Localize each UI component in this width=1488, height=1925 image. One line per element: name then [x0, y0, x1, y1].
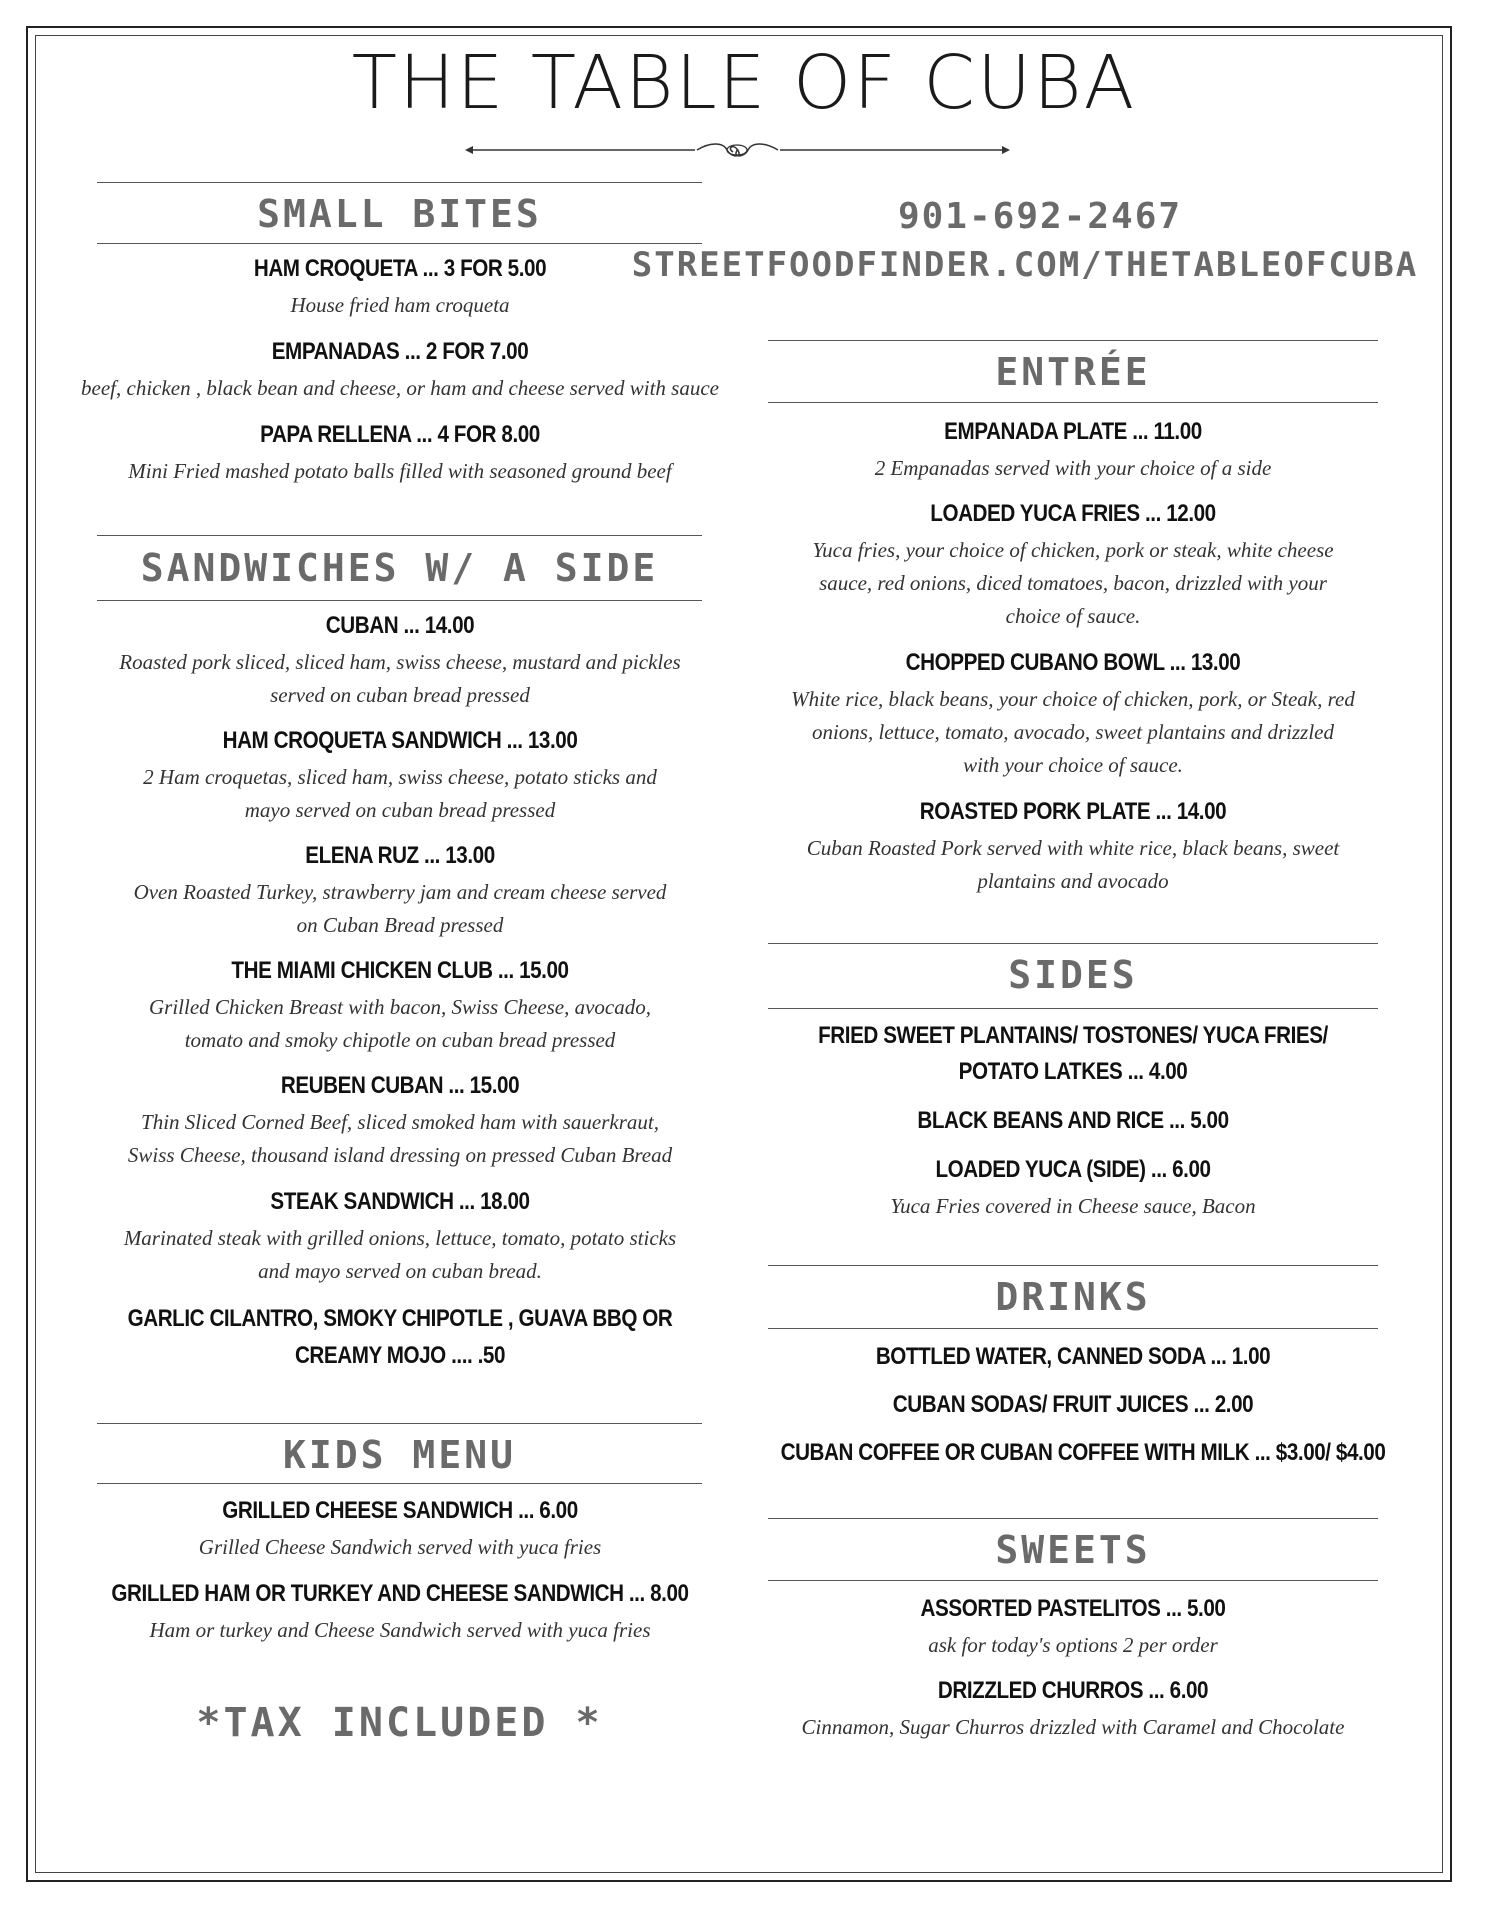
menu-item-desc: Cuban Roasted Pork served with white rice, black beans, sweet	[806, 836, 1340, 860]
rule	[97, 535, 702, 536]
menu-item-desc: ask for today's options 2 per order	[928, 1633, 1218, 1657]
rule	[97, 182, 702, 183]
menu-title: THE TABLE OF CUBA	[351, 40, 1137, 126]
menu-item-name: CUBAN ... 14.00	[325, 612, 475, 639]
menu-item-name: CUBAN COFFEE OR CUBAN COFFEE WITH MILK ... $3.00/ $4.00	[780, 1439, 1386, 1466]
menu-item-desc: with your choice of sauce.	[963, 753, 1183, 777]
rule	[768, 1265, 1378, 1266]
rule	[768, 340, 1378, 341]
menu-item-name: ELENA RUZ ... 13.00	[305, 842, 495, 869]
menu-item-desc: Roasted pork sliced, sliced ham, swiss cheese, mustard and pickles	[119, 650, 681, 674]
menu-item-desc: Cinnamon, Sugar Churros drizzled with Caramel and Chocolate	[801, 1715, 1345, 1739]
menu-item-desc: tomato and smoky chipotle on cuban bread pressed	[184, 1028, 616, 1052]
rule	[768, 1328, 1378, 1329]
menu-item-desc: Oven Roasted Turkey, strawberry jam and cream cheese served	[133, 880, 667, 904]
menu-item-name: HAM CROQUETA ... 3 FOR 5.00	[253, 255, 547, 282]
menu-item-desc: 2 Empanadas served with your choice of a side	[874, 456, 1272, 480]
menu-item-name: ASSORTED PASTELITOS ... 5.00	[920, 1595, 1226, 1622]
rule	[97, 1423, 702, 1424]
website-url: STREETFOODFINDER.COM/THETABLEOFCUBA	[631, 245, 1419, 285]
rule	[97, 1483, 702, 1484]
rule	[768, 1580, 1378, 1581]
menu-item-desc: House fried ham croqueta	[290, 293, 510, 317]
menu-item-desc: sauce, red onions, diced tomatoes, bacon, drizzled with your	[819, 571, 1327, 595]
section-heading-sides: SIDES	[1008, 953, 1138, 997]
menu-item-desc: mayo served on cuban bread pressed	[244, 798, 556, 822]
tax-note: *TAX INCLUDED *	[196, 1700, 603, 1746]
menu-item-name: STEAK SANDWICH ... 18.00	[270, 1188, 530, 1215]
menu-item-desc: 2 Ham croquetas, sliced ham, swiss cheese, potato sticks and	[143, 765, 657, 789]
menu-item-desc: Swiss Cheese, thousand island dressing on pressed Cuban Bread	[127, 1143, 673, 1167]
menu-item-name: BOTTLED WATER, CANNED SODA ... 1.00	[875, 1343, 1271, 1370]
menu-item-name: GRILLED CHEESE SANDWICH ... 6.00	[222, 1497, 578, 1524]
menu-item-name: THE MIAMI CHICKEN CLUB ... 15.00	[231, 957, 569, 984]
menu-item-name: POTATO LATKES ... 4.00	[958, 1058, 1188, 1085]
section-heading-small-bites: SMALL BITES	[257, 192, 542, 236]
section-heading-kids-menu: KIDS MENU	[283, 1433, 516, 1477]
menu-item-desc: onions, lettuce, tomato, avocado, sweet plantains and drizzled	[811, 720, 1335, 744]
sauce-options: CREAMY MOJO .... .50	[294, 1342, 506, 1369]
menu-item-desc: on Cuban Bread pressed	[296, 913, 504, 937]
rule	[768, 1008, 1378, 1009]
menu-item-name: LOADED YUCA FRIES ... 12.00	[930, 500, 1216, 527]
sauce-options: GARLIC CILANTRO, SMOKY CHIPOTLE , GUAVA BBQ OR	[127, 1305, 673, 1332]
rule	[97, 243, 702, 244]
menu-item-name: CUBAN SODAS/ FRUIT JUICES ... 2.00	[892, 1391, 1254, 1418]
menu-item-desc: Grilled Chicken Breast with bacon, Swiss Cheese, avocado,	[149, 995, 651, 1019]
menu-item-desc: served on cuban bread pressed	[270, 683, 530, 707]
menu-item-desc: White rice, black beans, your choice of chicken, pork, or Steak, red	[791, 687, 1355, 711]
rule	[768, 943, 1378, 944]
menu-item-desc: Yuca fries, your choice of chicken, pork or steak, white cheese	[812, 538, 1334, 562]
section-heading-entree: ENTRÉE	[995, 350, 1151, 394]
rule	[97, 600, 702, 601]
menu-item-name: LOADED YUCA (SIDE) ... 6.00	[935, 1156, 1211, 1183]
phone-number: 901-692-2467	[897, 196, 1183, 237]
menu-item-name: BLACK BEANS AND RICE ... 5.00	[917, 1107, 1229, 1134]
menu-item-name: DRIZZLED CHURROS ... 6.00	[937, 1677, 1209, 1704]
menu-item-name: GRILLED HAM OR TURKEY AND CHEESE SANDWICH ... 8.00	[111, 1580, 689, 1607]
menu-item-desc: Grilled Cheese Sandwich served with yuca fries	[198, 1535, 602, 1559]
menu-item-desc: Yuca Fries covered in Cheese sauce, Bacon	[890, 1194, 1256, 1218]
rule	[768, 402, 1378, 403]
menu-item-name: EMPANADA PLATE ... 11.00	[944, 418, 1202, 445]
flourish-divider-icon	[465, 140, 1010, 160]
menu-item-desc: Mini Fried mashed potato balls filled with seasoned ground beef	[128, 459, 672, 483]
menu-item-name: EMPANADAS ... 2 FOR 7.00	[271, 338, 529, 365]
menu-item-name: PAPA RELLENA ... 4 FOR 8.00	[260, 421, 540, 448]
menu-item-name: FRIED SWEET PLANTAINS/ TOSTONES/ YUCA FRIES/	[818, 1022, 1328, 1049]
section-heading-sweets: SWEETS	[995, 1528, 1151, 1572]
section-heading-drinks: DRINKS	[995, 1275, 1151, 1319]
rule	[768, 1518, 1378, 1519]
menu-item-desc: and mayo served on cuban bread.	[258, 1259, 542, 1283]
menu-item-name: REUBEN CUBAN ... 15.00	[280, 1072, 520, 1099]
menu-item-desc: beef, chicken , black bean and cheese, or ham and cheese served with sauce	[81, 376, 719, 400]
menu-item-desc: Ham or turkey and Cheese Sandwich served with yuca fries	[149, 1618, 651, 1642]
menu-item-desc: Thin Sliced Corned Beef, sliced smoked ham with sauerkraut,	[141, 1110, 659, 1134]
menu-item-desc: Marinated steak with grilled onions, lettuce, tomato, potato sticks	[123, 1226, 677, 1250]
menu-item-name: CHOPPED CUBANO BOWL ... 13.00	[905, 649, 1241, 676]
section-heading-sandwiches: SANDWICHES W/ A SIDE	[140, 546, 659, 590]
menu-item-desc: choice of sauce.	[1005, 604, 1141, 628]
menu-item-name: HAM CROQUETA SANDWICH ... 13.00	[222, 727, 578, 754]
menu-item-desc: plantains and avocado	[977, 869, 1169, 893]
menu-item-name: ROASTED PORK PLATE ... 14.00	[919, 798, 1227, 825]
